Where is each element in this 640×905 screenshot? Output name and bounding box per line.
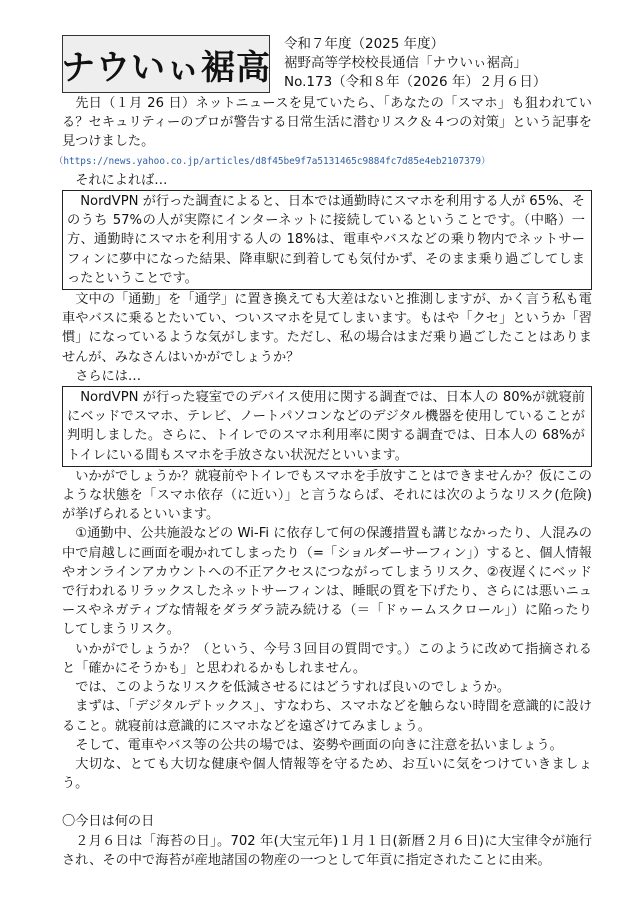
- issue-number-date: No.173（令和８年（2026 年）２月６日）: [284, 74, 547, 90]
- article-url: （https://news.yahoo.co.jp/articles/d8f45be9f7a5131465c9884fc7d85e4eb2107379）: [54, 155, 491, 167]
- quote-box-1: [62, 190, 592, 290]
- newsletter-logo: [62, 35, 270, 93]
- logo-text: ナウいぃ裾高: [61, 47, 271, 88]
- quote-text-1: NordVPN が行った調査によると、日本では通勤時にスマホを利用する人が 65%、そのうち 57%の人が実際にインターネットに接続しているということです。（中略）一方、通勤時にスマホを利用する人の 18%は、電車やバスなどの乗り物内でネットサーフィンに夢中になった結果、降車駅に到着しても気付かず、そのまま乗り過ごしてしまったということです。: [67, 194, 585, 286]
- section-gap: [62, 793, 592, 812]
- paragraph-public: そして、電車やバス等の公共の場では、姿勢や画面の向きに注意を払いましょう。: [75, 737, 563, 753]
- newsletter-title: 裾野高等学校校長通信「ナウいぃ裾高」: [284, 55, 527, 71]
- newsletter-page: [54, 30, 592, 870]
- quote-box-2: [62, 386, 592, 467]
- paragraph-closing: 大切な、とても大切な健康や個人情報等を守るため、お互いに気をつけていきましょう。: [62, 756, 592, 792]
- fiscal-year: 令和７年度（2025 年度）: [284, 36, 445, 52]
- lead-text-1: それによれば…: [75, 172, 168, 188]
- article-body: [54, 94, 592, 870]
- lead-text-2: さらには…: [75, 368, 142, 384]
- paragraph-reduce: では、このようなリスクを低減させるにはどうすれば良いのでしょうか。: [75, 680, 511, 696]
- paragraph-question: いかがでしょうか？（という、今号３回目の質問です。）このように改めて指摘されると「確かにそうかも」と思われるかもしれません。: [62, 641, 592, 676]
- quote-text-2: NordVPN が行った寝室でのデバイス使用に関する調査では、日本人の 80%が就寝前にベッドでスマホ、テレビ、ノートパソコンなどのデジタル機器を使用していることが判明しました。さらに、トイレでのスマホ利用率に関する調査では、日本人の 68%がトイレにいる間もスマホを手放さない状況だといいます。: [67, 390, 585, 463]
- paragraph-detox: まずは、「デジタルデトックス」、すなわち、スマホなどを触らない時間を意識的に設けること。就寝前は意識的にスマホなどを遠ざけてみましょう。: [62, 699, 592, 734]
- paragraph-commute: 文中の「通勤」を「通学」に置き換えても大差はないと推測しますが、かく言う私も電車やバスに乗るとたいてい、ついスマホを見てしまいます。もはや「クセ」というか「習慣」になっているような気がします。ただし、私の場合はまだ乗り過ごしたことはありませんが、みなさんはいかがでしょうか？: [62, 292, 592, 365]
- intro-paragraph: 先日（１月 26 日）ネットニュースを見ていたら、「あなたの「スマホ」も狙われている？セキュリティーのプロが警告する日常生活に潜むリスク＆４つの対策」という記事を見つけました。: [62, 96, 592, 150]
- paragraph-dependence: いかがでしょうか？就寝前やトイレでもスマホを手放すことはできませんか？仮にこのような状態を「スマホ依存（に近い）」と言うならば、それには次のようなリスク(危険)が挙げられるといいます。: [62, 468, 592, 523]
- newsletter-header: [62, 30, 592, 94]
- issue-info: [284, 35, 546, 92]
- today-body: ２月６日は「海苔の日」。702 年(大宝元年)１月１日(新暦２月６日)に大宝律令が施行され、その中で海苔が産地諸国の物産の一つとして年貢に指定されたことに由来。: [62, 833, 592, 868]
- paragraph-risks: ①通勤中、公共施設などの Wi-Fi に依存して何の保護措置も講じなかったり、人混みの中で肩越しに画面を覗かれてしまったり（=「ショルダーサーフィン」）すると、個人情報やオンラインアカウントへの不正アクセスにつながってしまうリスク、②夜遅くにベッドで行われるリラックスしたネットサーフィンは、睡眠の質を下げたり、さらには悪いニュースやネガティブな情報をダラダラ読み続ける（＝「ドゥームスクロール」）に陥ったりしてしまうリスク。: [62, 526, 592, 638]
- today-heading: 〇今日は何の日: [62, 814, 155, 830]
